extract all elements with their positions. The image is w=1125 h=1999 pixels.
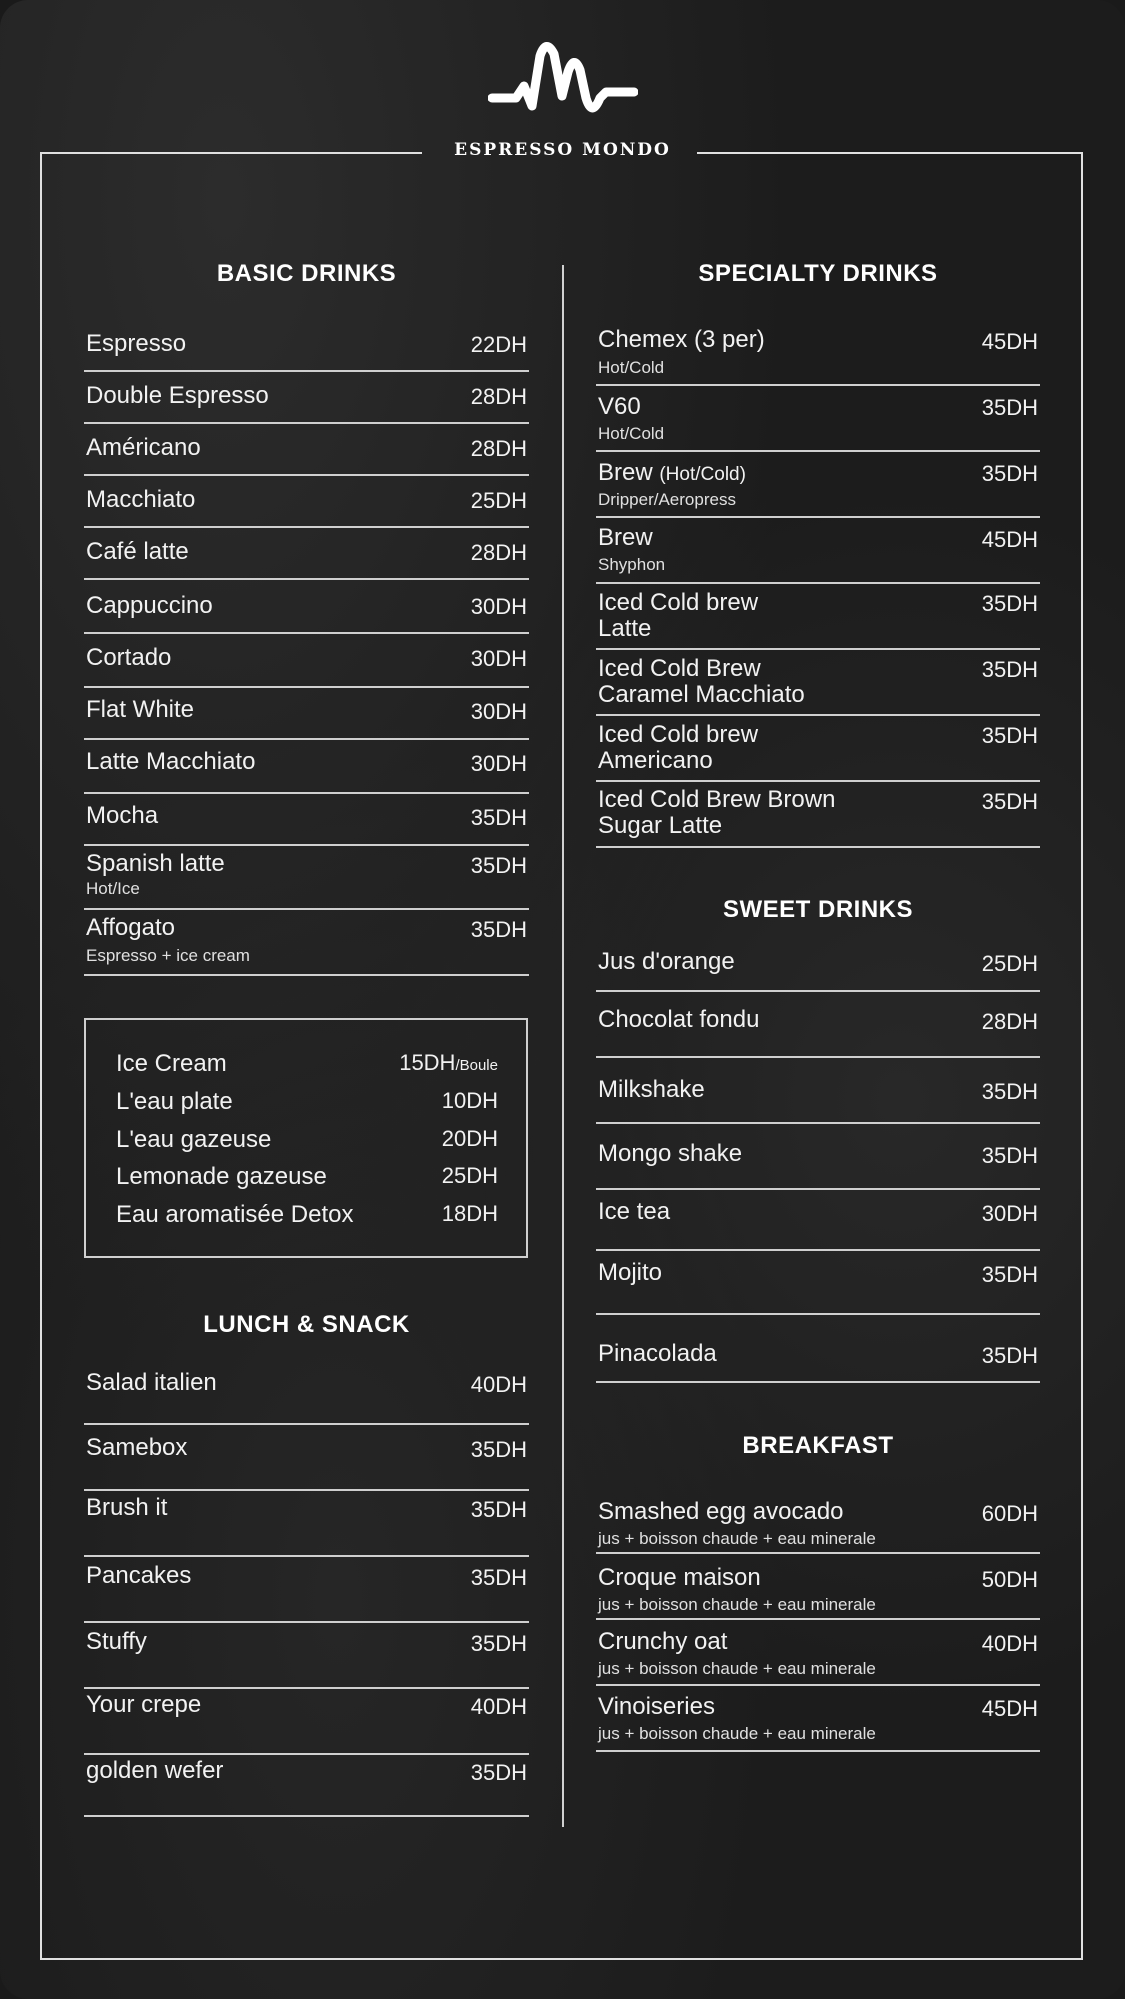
menu-item [84,374,529,424]
section-title-specialty-drinks: SPECIALTY DRINKS [698,260,938,287]
item-price: 45DH [981,1696,1038,1721]
item-price: 35DH [470,1565,527,1590]
section-title-lunch-snack: LUNCH & SNACK [203,1311,410,1338]
item-description: Espresso + ice cream [86,946,250,965]
item-price: 30DH [981,1201,1038,1226]
item-price: 18DH [441,1201,498,1226]
menu-item [596,1126,1040,1190]
item-name: Stuffy [86,1628,147,1655]
mondo-wave-logo-icon [488,36,638,136]
item-price: 25DH [981,951,1038,976]
menu-item [84,1493,529,1557]
item-price [399,1050,498,1076]
item-name: Macchiato [86,486,196,513]
item-name: Américano [86,434,201,461]
menu-item [84,742,529,794]
item-name: Eau aromatisée Detox [116,1201,354,1228]
item-description: Shyphon [598,555,666,574]
item-description: Hot/Cold [598,424,665,443]
menu-item [596,388,1040,452]
item-name-line2: Americano [598,747,713,774]
item-price: 40DH [470,1694,527,1719]
menu-item [596,940,1040,992]
item-name: Flat White [86,696,195,723]
item-price: 30DH [470,751,527,776]
item-name: Croque maison [598,1564,761,1591]
menu-item [84,322,529,372]
item-name: L'eau gazeuse [116,1126,272,1153]
item-price: 35DH [470,1631,527,1656]
item-price: 28DH [470,384,527,409]
menu-item [84,1757,529,1817]
item-name: Chemex (3 per) [598,326,765,353]
item-name: Brew [598,524,653,551]
item-price: 28DH [470,436,527,461]
item-description: Hot/Cold [598,358,665,377]
item-name: Double Espresso [86,382,269,409]
menu-item [84,690,529,740]
item-name: Crunchy oat [598,1628,728,1655]
item-price: 25DH [441,1163,498,1188]
item-price: 35DH [981,789,1038,814]
menu-item [596,1490,1040,1554]
item-description: jus + boisson chaude + eau minerale [598,1529,876,1548]
item-price: 35DH [981,1262,1038,1287]
item-name: Iced Cold brew [598,721,759,748]
item-name: Espresso [86,330,187,357]
item-price: 30DH [470,699,527,724]
menu-item [84,1625,529,1689]
item-name [598,459,746,487]
item-price: 35DH [981,1079,1038,1104]
menu-item [596,520,1040,584]
menu-item [596,1622,1040,1686]
item-price: 22DH [470,332,527,357]
item-name-line2: Sugar Latte [598,812,723,839]
menu-item [84,530,529,580]
item-price: 20DH [441,1126,498,1151]
item-name: Your crepe [86,1691,202,1718]
item-price: 35DH [470,853,527,878]
extras-item [116,1163,498,1197]
section-title-breakfast: BREAKFAST [742,1432,894,1459]
item-price: 35DH [981,461,1038,486]
item-name: Iced Cold Brew [598,655,761,682]
item-price-unit: /Boule [455,1057,498,1074]
item-price: 35DH [470,1497,527,1522]
item-price: 35DH [470,805,527,830]
item-name: Vinoiseries [598,1693,715,1720]
extras-item [116,1050,498,1084]
item-name: Ice Cream [116,1050,227,1077]
item-price: 35DH [981,723,1038,748]
item-price: 28DH [470,540,527,565]
menu-item [84,426,529,476]
item-name-line2: Latte [598,615,652,642]
item-name: Mojito [598,1259,663,1286]
item-description: jus + boisson chaude + eau minerale [598,1659,876,1678]
item-price: 45DH [981,527,1038,552]
item-price-value: 15DH [399,1050,456,1075]
item-price: 35DH [470,1437,527,1462]
item-name-variant: (Hot/Cold) [659,464,746,485]
section-title-sweet-drinks: SWEET DRINKS [722,896,913,923]
item-price: 30DH [470,646,527,671]
extras-item [116,1201,498,1235]
item-price: 40DH [981,1631,1038,1656]
item-price: 40DH [470,1372,527,1397]
column-divider [562,265,564,1827]
menu-item [84,848,529,910]
item-name: Samebox [86,1434,188,1461]
item-name: Chocolat fondu [598,1006,760,1033]
menu-item [596,1556,1040,1620]
menu-item [596,1192,1040,1251]
menu-item [84,582,529,634]
item-price: 35DH [470,917,527,942]
menu-item [84,1360,529,1425]
section-title-basic-drinks: BASIC DRINKS [216,260,397,287]
frame-border [40,152,422,154]
item-name: Mongo shake [598,1140,743,1167]
frame-border [1081,152,1083,1960]
item-price: 35DH [981,657,1038,682]
item-name: Spanish latte [86,850,225,877]
menu-item [596,784,1040,848]
menu-item [596,1060,1040,1124]
item-price: 25DH [470,488,527,513]
item-name: Milkshake [598,1076,705,1103]
item-name: Latte Macchiato [86,748,256,775]
extras-item [116,1126,498,1160]
item-price: 35DH [981,1143,1038,1168]
item-description: jus + boisson chaude + eau minerale [598,1724,876,1743]
item-description: jus + boisson chaude + eau minerale [598,1595,876,1614]
item-price: 45DH [981,329,1038,354]
logo [0,36,1125,136]
menu-item [596,994,1040,1058]
item-name: Iced Cold brew [598,589,759,616]
menu-item [84,478,529,528]
item-name: Iced Cold Brew Brown [598,786,836,813]
menu-item [596,322,1040,386]
item-name: golden wefer [86,1757,224,1784]
item-price: 35DH [981,395,1038,420]
item-name: Café latte [86,538,189,565]
item-name: Cortado [86,644,172,671]
menu-item [84,912,529,976]
item-price: 35DH [981,591,1038,616]
menu-item [84,1559,529,1623]
item-name-line2: Caramel Macchiato [598,681,805,708]
item-name: L'eau plate [116,1088,233,1115]
brand-name: ESPRESSO MONDO [454,140,671,160]
item-price: 10DH [441,1088,498,1113]
menu-item [596,718,1040,782]
item-name: Pancakes [86,1562,192,1589]
menu-item [596,454,1040,518]
extras-item [116,1088,498,1122]
item-price: 50DH [981,1567,1038,1592]
item-name: Lemonade gazeuse [116,1163,327,1190]
item-price: 60DH [981,1501,1038,1526]
item-name: Salad italien [86,1369,217,1396]
menu-item [596,586,1040,650]
menu-item [84,636,529,688]
item-price: 35DH [470,1760,527,1785]
item-name: Ice tea [598,1198,671,1225]
item-price: 30DH [470,594,527,619]
menu-item [84,1427,529,1491]
item-name-main: Brew [598,459,653,486]
extras-box [84,1018,528,1258]
item-price: 35DH [981,1343,1038,1368]
menu-item [84,796,529,846]
item-name: Cappuccino [86,592,213,619]
item-description: Dripper/Aeropress [598,490,736,509]
frame-border [40,152,42,1960]
menu-item [596,652,1040,716]
item-name: Brush it [86,1494,168,1521]
item-price: 28DH [981,1009,1038,1034]
menu-item [596,1317,1040,1383]
item-name: Jus d'orange [598,948,735,975]
item-description: Hot/Ice [86,879,140,898]
menu-item [596,1688,1040,1752]
item-name: V60 [598,393,641,420]
menu-item [84,1691,529,1755]
item-name: Pinacolada [598,1340,717,1367]
frame-border [697,152,1083,154]
item-name: Smashed egg avocado [598,1498,844,1525]
menu-item [596,1253,1040,1315]
item-name: Affogato [86,914,175,941]
frame-border [40,1958,1083,1960]
item-name: Mocha [86,802,159,829]
